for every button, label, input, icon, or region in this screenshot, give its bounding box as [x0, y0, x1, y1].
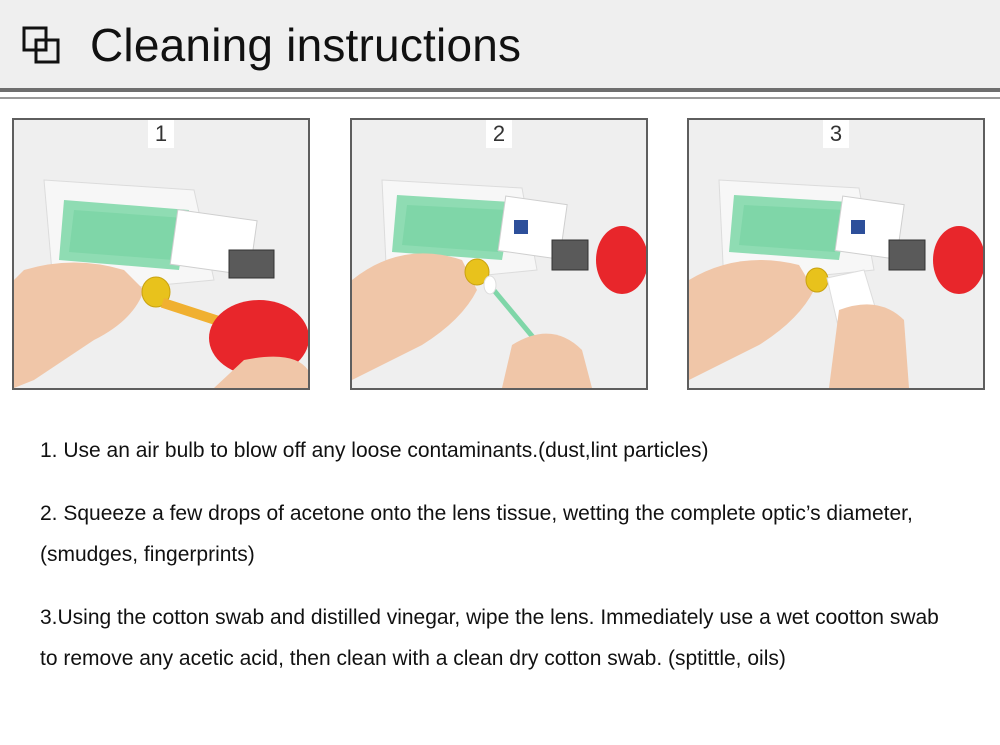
instruction-step-2: 2. Squeeze a few drops of acetone onto the lens tissue, wetting the complete optic’s diameter, (smudges, fingerprints): [40, 502, 913, 566]
instruction-step-1: 1. Use an air bulb to blow off any loose contaminants.(dust,lint particles): [40, 439, 709, 462]
page-title: Cleaning instructions: [90, 19, 522, 71]
instruction-steps: [40, 430, 960, 679]
header-divider-thin: [0, 97, 1000, 99]
step-number-badge: 2: [486, 120, 512, 148]
swab-bundle: [729, 195, 849, 260]
photo-step-2: [350, 118, 648, 390]
swab-bundle: [59, 200, 189, 270]
instruction-step-3: 3.Using the cotton swab and distilled vinegar, wipe the lens. Immediately use a wet cootton swab to remove any acetic acid, then clean with a clean dry cotton swab. (sptittle, oils): [40, 606, 939, 670]
swab-bundle: [392, 195, 512, 260]
photo-step-1: [12, 118, 310, 390]
step-number-badge: 1: [148, 120, 174, 148]
photo-step-3: [687, 118, 985, 390]
photo-air-bulb-illustration: [14, 120, 308, 388]
header-divider: [0, 88, 1000, 92]
photo-swab-illustration: [352, 120, 646, 388]
photo-lens-tissue-illustration: [689, 120, 983, 388]
step-number-badge: 3: [823, 120, 849, 148]
overlapping-squares-icon: [22, 26, 62, 66]
page-header: [0, 0, 1000, 88]
